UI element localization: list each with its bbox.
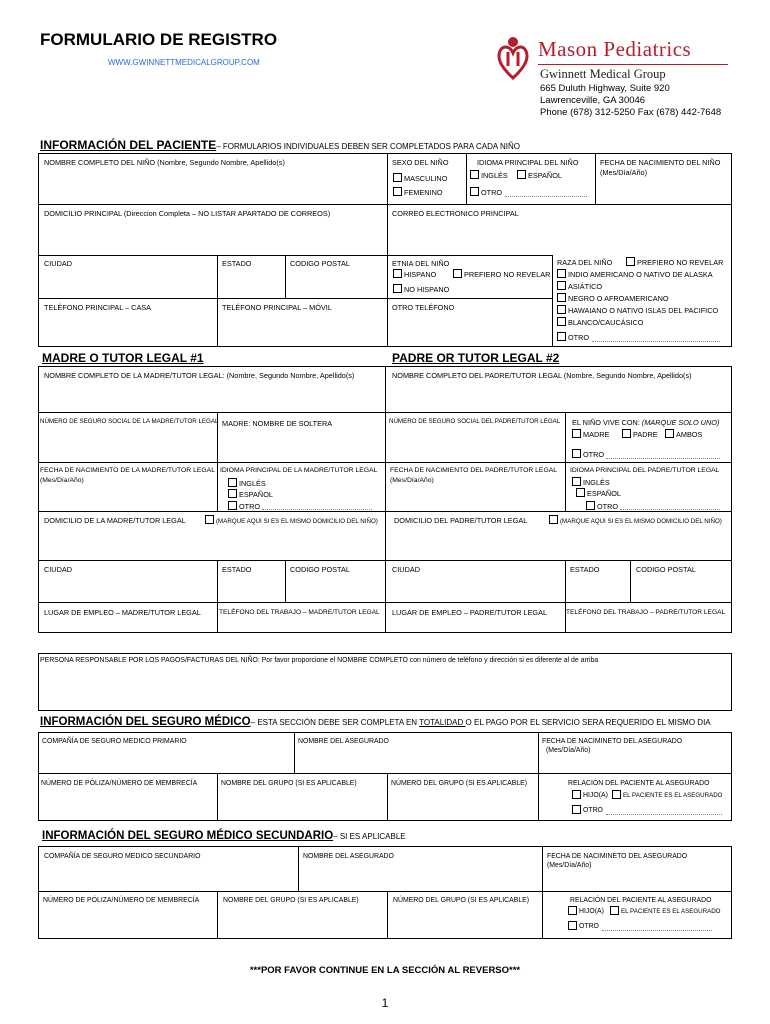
secondary-section-title: INFORMACIÓN DEL SEGURO MÉDICO SECUNDARIO– SI ES APLICABLE — [42, 830, 406, 842]
mother-dob-label: FECHA DE NACIMIENTO DE LA MADRE/TUTOR LEGAL — [40, 467, 215, 474]
father-zip-label: CODIGO POSTAL — [636, 565, 696, 574]
insurance-section-title: INFORMACIÓN DEL SEGURO MÉDICO– ESTA SECCIÓN DEBE SER COMPLETA EN TOTALIDAD O EL PAGO POR EL SERVICIO SERA REQUERIDO EL MISMO DIA — [40, 716, 711, 728]
father-state-label: ESTADO — [570, 565, 600, 574]
lives-father-checkbox[interactable] — [622, 429, 631, 438]
secondary-group-number-label: NÚMERO DEL GRUPO (SI ES APLICABLE) — [393, 897, 530, 904]
father-city-label: CIUDAD — [392, 565, 420, 574]
secondary-child-label: HIJO(A) — [579, 908, 604, 915]
father-section-title: PADRE OR TUTOR LEGAL #2 — [392, 351, 560, 365]
female-label: FEMENINO — [404, 188, 443, 197]
race-other-field[interactable] — [592, 341, 720, 342]
father-language-label: IDIOMA PRINCIPAL DEL PADRE/TUTOR LEGAL — [570, 467, 720, 474]
state-label: ESTADO — [222, 259, 252, 268]
hispanic-checkbox[interactable] — [393, 269, 402, 278]
primary-insured-dob-label: FECHA DE NACIMINETO DEL ASEGURADO — [542, 738, 683, 745]
father-lang-other-checkbox[interactable] — [586, 501, 595, 510]
sub-brand: Gwinnett Medical Group — [540, 67, 666, 81]
primary-other-checkbox[interactable] — [572, 805, 581, 814]
child-address-label: DOMICILIO PRINCIPAL (Direccion Completa – NO LISTAR APARTADO DE CORREOS) — [44, 209, 331, 218]
father-lang-other-field[interactable] — [620, 509, 720, 510]
mother-work-phone-label: TELÉFONO DEL TRABAJO – MADRE/TUTOR LEGAL — [219, 609, 380, 616]
race-other-label: OTRO — [568, 333, 590, 342]
secondary-self-checkbox[interactable] — [610, 906, 619, 915]
mother-language-label: IDIOMA PRINCIPAL DE LA MADRE/TUTOR LEGAL — [220, 467, 378, 474]
primary-self-checkbox[interactable] — [612, 790, 621, 799]
father-lang-english-checkbox[interactable] — [572, 477, 581, 486]
father-lang-english-label: INGLÉS — [583, 478, 610, 487]
lives-other-label: OTRO — [583, 450, 605, 459]
lives-mother-label: MADRE — [583, 430, 610, 439]
father-lang-other-label: OTRO — [597, 502, 619, 511]
website-link[interactable]: WWW.GWINNETTMEDICALGROUP.COM — [108, 58, 260, 67]
lang-english-checkbox[interactable] — [470, 170, 479, 179]
lang-spanish-label: ESPAÑOL — [528, 171, 562, 180]
secondary-self-label: EL PACIENTE ES EL ASEGURADO — [621, 908, 721, 915]
lives-father-label: PADRE — [633, 430, 658, 439]
primary-self-label: EL PACIENTE ES EL ASEGURADO — [623, 792, 723, 799]
mother-maiden-label: MADRE: NOMBRE DE SOLTERA — [222, 419, 333, 428]
secondary-relation-label: RELACIÓN DEL PACIENTE AL ASEGURADO — [570, 897, 712, 904]
ethnicity-label: ETNIA DEL NIÑO — [392, 259, 450, 268]
race-indian-checkbox[interactable] — [557, 269, 566, 278]
secondary-insured-dob-label: FECHA DE NACIMINETO DEL ASEGURADO — [547, 853, 688, 860]
secondary-policy-label: NÚMERO DE PÓLIZA/NÚMERO DE MEMBRECÍA — [43, 897, 200, 904]
form-title: FORMULARIO DE REGISTRO — [40, 30, 278, 49]
secondary-other-field[interactable] — [602, 930, 712, 931]
race-hawaiian-label: HAWAIANO O NATIVO ISLAS DEL PACIFICO — [568, 306, 719, 315]
lives-both-checkbox[interactable] — [665, 429, 674, 438]
lives-other-field[interactable] — [606, 458, 720, 459]
primary-other-field[interactable] — [606, 814, 722, 815]
lang-other-label: OTRO — [481, 188, 503, 197]
mother-ssn-label: NÚMERO DE SEGURO SOCIAL DE LA MADRE/TUTOR LEGAL — [40, 418, 219, 425]
lives-other-checkbox[interactable] — [572, 449, 581, 458]
race-asian-label: ASIÁTICO — [568, 282, 603, 291]
father-lang-spanish-label: ESPAÑOL — [587, 489, 621, 498]
child-dob-label: FECHA DE NACIMIENTO DEL NIÑO — [600, 158, 721, 167]
mother-dob-format: (Mes/Día/Año) — [40, 477, 84, 484]
secondary-dob-format: (Mes/Día/Año) — [547, 862, 592, 869]
other-phone-label: OTRO TELÉFONO — [392, 303, 455, 312]
father-dob-label: FECHA DE NACIMIENTO DEL PADRE/TUTOR LEGAL — [390, 467, 558, 474]
father-address-label: DOMICILIO DEL PADRE/TUTOR LEGAL — [394, 516, 528, 525]
child-name-label: NOMBRE COMPLETO DEL NIÑO (Nombre, Segundo Nombre, Apellido(s) — [44, 158, 285, 167]
city-label: CIUDAD — [44, 259, 72, 268]
mother-lang-other-label: OTRO — [239, 502, 261, 511]
father-ssn-label: NÚMERO DE SEGURO SOCIAL DEL PADRE/TUTOR LEGAL — [389, 418, 561, 425]
ethnicity-prefer-not-label: PREFIERO NO REVELAR — [464, 270, 551, 279]
primary-other-label: OTRO — [583, 807, 603, 814]
mother-zip-label: CODIGO POSTAL — [290, 565, 350, 574]
primary-policy-label: NÚMERO DE PÓLIZA/NÚMERO DE MEMBRECÍA — [41, 780, 198, 787]
father-work-phone-label: TELÉFONO DEL TRABAJO – PADRE/TUTOR LEGAL — [566, 609, 726, 616]
mother-lang-other-checkbox[interactable] — [228, 501, 237, 510]
race-black-label: NEGRO O AFROAMERICANO — [568, 294, 669, 303]
lang-other-checkbox[interactable] — [470, 187, 479, 196]
mother-address-label: DOMICILIO DE LA MADRE/TUTOR LEGAL — [44, 516, 186, 525]
zip-label: CODIGO POSTAL — [290, 259, 350, 268]
lives-both-label: AMBOS — [676, 430, 703, 439]
child-dob-format: (Mes/Día/Año) — [600, 168, 648, 177]
father-same-address-label: (MARQUE AQUI SI ES EL MISMO DOMICILIO DEL NIÑO) — [560, 518, 722, 525]
race-other-checkbox[interactable] — [557, 332, 566, 341]
mother-same-address-label: (MARQUE AQUI SI ES EL MISMO DOMICILIO DEL NIÑO) — [216, 518, 378, 525]
secondary-company-label: COMPAÑÍA DE SEGURO MEDICO SECUNDARIO — [44, 853, 201, 860]
secondary-other-checkbox[interactable] — [568, 921, 577, 930]
lang-english-label: INGLÉS — [481, 171, 508, 180]
ethnicity-prefer-not-checkbox[interactable] — [453, 269, 462, 278]
female-checkbox[interactable] — [393, 187, 402, 196]
mother-same-address-checkbox[interactable] — [205, 515, 214, 524]
phone-line: Phone (678) 312-5250 Fax (678) 442-7648 — [540, 107, 722, 118]
lives-mother-checkbox[interactable] — [572, 429, 581, 438]
sex-label: SEXO DEL NIÑO — [392, 158, 449, 167]
father-name-label: NOMBRE COMPLETO DEL PADRE/TUTOR LEGAL (Nombre, Segundo Nombre, Apellido(s) — [392, 371, 692, 380]
mother-lang-spanish-label: ESPAÑOL — [239, 490, 273, 499]
lang-spanish-checkbox[interactable] — [517, 170, 526, 179]
patient-section-title: INFORMACIÓN DEL PACIENTE– FORMULARIOS INDIVIDUALES DEBEN SER COMPLETADOS PARA CADA NIÑO — [40, 138, 521, 152]
secondary-group-name-label: NOMBRE DEL GRUPO (SI ES APLICABLE) — [223, 897, 359, 904]
race-label: RAZA DEL NIÑO — [557, 258, 613, 267]
secondary-insured-label: NOMBRE DEL ASEGURADO — [303, 853, 394, 860]
mother-lang-english-label: INGLÉS — [239, 479, 266, 488]
hispanic-label: HISPANO — [404, 270, 437, 279]
primary-relation-label: RELACIÓN DEL PACIENTE AL ASEGURADO — [568, 780, 710, 787]
mother-state-label: ESTADO — [222, 565, 252, 574]
non-hispanic-label: NO HISPANO — [404, 285, 450, 294]
primary-child-label: HIJO(A) — [583, 792, 608, 799]
lives-with-label: EL NIÑO VIVE CON: (MARQUE SOLO UNO) — [572, 418, 720, 427]
race-prefer-not-label: PREFIERO NO REVELAR — [637, 258, 724, 267]
mother-city-label: CIUDAD — [44, 565, 72, 574]
father-dob-format: (Mes/Día/Año) — [390, 477, 434, 484]
race-asian-checkbox[interactable] — [557, 281, 566, 290]
race-white-label: BLANCO/CAUCÁSICO — [568, 318, 644, 327]
mobile-phone-label: TELÉFONO PRINCIPAL – MÓVIL — [222, 303, 332, 312]
primary-insured-label: NOMBRE DEL ASEGURADO — [298, 738, 389, 745]
race-indian-label: INDIO AMERICANO O NATIVO DE ALASKA — [568, 270, 713, 279]
race-prefer-not-checkbox[interactable] — [626, 257, 635, 266]
continue-note: ***POR FAVOR CONTINUE EN LA SECCIÓN AL REVERSO*** — [249, 965, 521, 976]
primary-group-name-label: NOMBRE DEL GRUPO (SI ES APLICABLE) — [221, 780, 357, 787]
father-lang-spanish-checkbox[interactable] — [576, 488, 585, 497]
mother-section-title: MADRE O TUTOR LEGAL #1 — [42, 351, 204, 365]
secondary-other-label: OTRO — [579, 923, 599, 930]
lang-other-field[interactable] — [505, 196, 587, 197]
primary-dob-format: (Mes/Día/Año) — [546, 747, 591, 754]
email-label: CORREO ELECTRONICO PRINCIPAL — [392, 209, 519, 218]
mother-lang-spanish-checkbox[interactable] — [228, 489, 237, 498]
male-checkbox[interactable] — [393, 173, 402, 182]
brand-divider — [538, 64, 728, 65]
mother-employer-label: LUGAR DE EMPLEO – MADRE/TUTOR LEGAL — [44, 608, 201, 617]
mother-lang-other-field[interactable] — [262, 509, 372, 510]
father-same-address-checkbox[interactable] — [549, 515, 558, 524]
page-number: 1 — [381, 996, 389, 1010]
race-black-checkbox[interactable] — [557, 293, 566, 302]
heart-logo-icon — [496, 36, 530, 80]
male-label: MASCULINO — [404, 174, 448, 183]
non-hispanic-checkbox[interactable] — [393, 284, 402, 293]
race-white-checkbox[interactable] — [557, 317, 566, 326]
child-language-label: IDIOMA PRINCIPAL DEL NIÑO — [477, 158, 579, 167]
brand-name: Mason Pediatrics — [538, 37, 692, 61]
mother-name-label: NOMBRE COMPLETO DE LA MADRE/TUTOR LEGAL: (Nombre, Segundo Nombre, Apellido(s) — [44, 371, 355, 380]
father-employer-label: LUGAR DE EMPLEO – PADRE/TUTOR LEGAL — [392, 608, 548, 617]
primary-child-checkbox[interactable] — [572, 790, 581, 799]
secondary-child-checkbox[interactable] — [568, 906, 577, 915]
address-line-2: Lawrenceville, GA 30046 — [540, 95, 646, 106]
primary-company-label: COMPAÑÍA DE SEGURO MEDICO PRIMARIO — [42, 738, 187, 745]
responsible-party-label: PERSONA RESPONSABLE POR LOS PAGOS/FACTURAS DEL NIÑO: Por favor proporcione el NOMBRE COMPLETO con número de teléfono y dirección si es diferente al de arriba — [40, 657, 599, 664]
home-phone-label: TELÉFONO PRINCIPAL – CASA — [44, 303, 152, 312]
primary-group-number-label: NÚMERO DEL GRUPO (SI ES APLICABLE) — [391, 780, 528, 787]
address-line-1: 665 Duluth Highway, Suite 920 — [540, 83, 670, 94]
race-hawaiian-checkbox[interactable] — [557, 305, 566, 314]
mother-lang-english-checkbox[interactable] — [228, 478, 237, 487]
